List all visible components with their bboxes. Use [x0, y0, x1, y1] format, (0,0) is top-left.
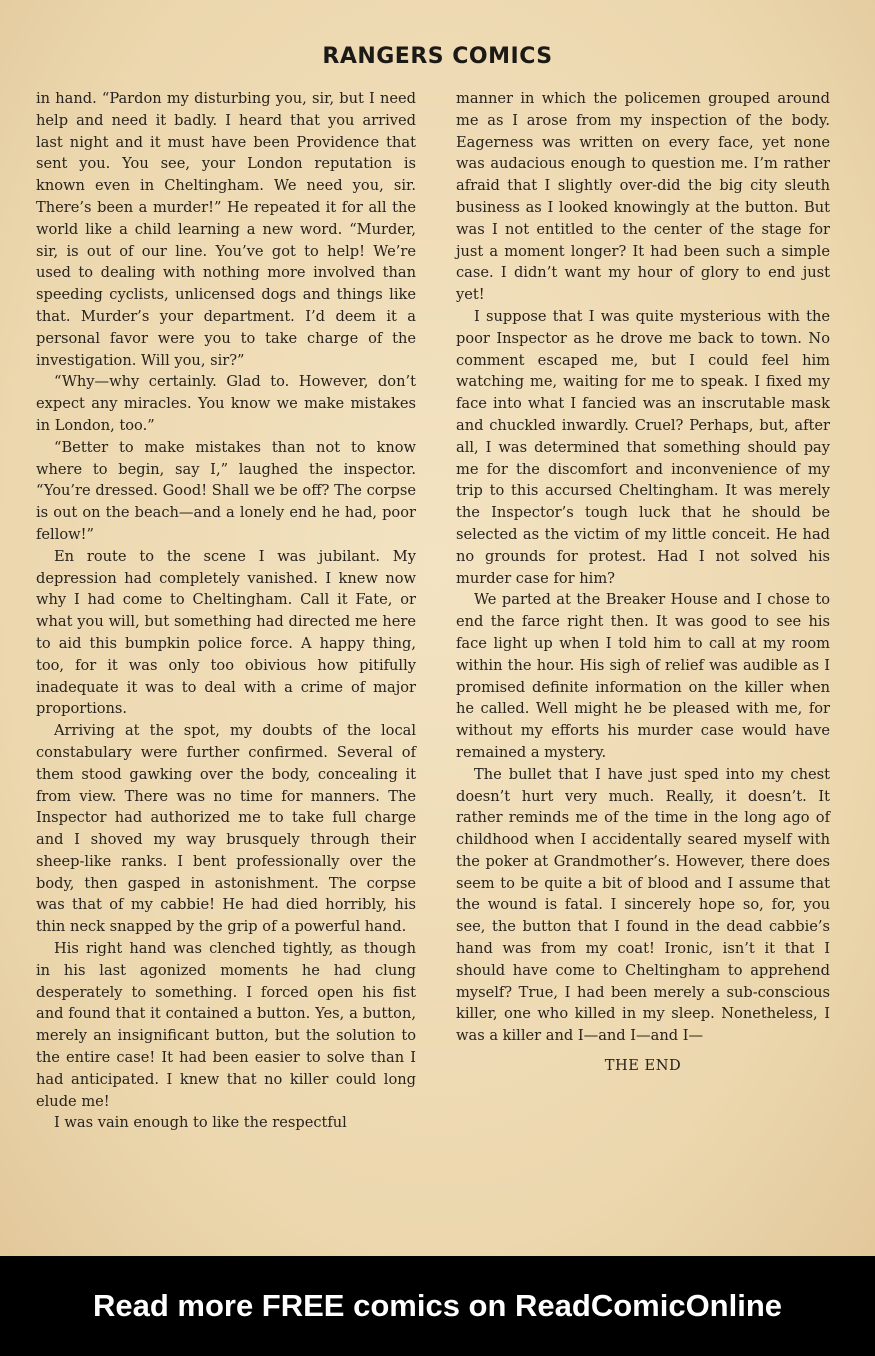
text-column-left — [36, 88, 416, 1134]
text-column-right — [456, 88, 830, 1077]
paragraph: Arriving at the spot, my doubts of the local constabulary were further confirmed. Several of them stood gawking over the body, concealing it from view. There was no time for manners. The Inspector had authorized me to take full charge and I shoved my way brusquely through their sheep-like ranks. I bent professionally over the body, then gasped in astonishment. The corpse was that of my cabbie! He had died horribly, his thin neck snapped by the grip of a powerful hand. — [36, 722, 416, 936]
paragraph: “Why—why certainly. Glad to. However, don’t expect any miracles. You know we make mistakes in London, too.” — [36, 373, 416, 434]
paragraph: His right hand was clenched tightly, as though in his last agonized moments he had clung desperately to something. I forced open his fist and found that it contained a button. Yes, a button, merely an insignificant button, but the solution to the entire case! It had been easier to solve than I had anticipated. I knew that no killer could long elude me! — [36, 940, 416, 1110]
paragraph: in hand. “Pardon my disturbing you, sir, but I need help and need it badly. I heard that you arrived last night and it must have been Providence that sent you. You see, your London reputation is known even in Cheltingham. We need you, sir. There’s been a murder!” He repeated it for all the world like a child learning a new word. “Murder, sir, is out of our line. You’ve got to help! We’re used to dealing with nothing more involved than speeding cyclists, unlicensed dogs and things like that. Murder’s your department. I’d deem it a personal favor were you to take charge of the investigation. Will you, sir?” — [36, 90, 416, 369]
paragraph: The bullet that I have just sped into my chest doesn’t hurt very much. Really, it doesn’t. It rather reminds me of the time in the long ago of childhood when I accidentally seared myself with the poker at Grandmother’s. However, there does seem to be quite a bit of blood and I assume that the wound is fatal. I sincerely hope so, for, you see, the button that I found in the dead cabbie’s hand was from my coat! Ironic, isn’t it that I should have come to Cheltingham to apprehend myself? True, I had been merely a sub-conscious killer, one who killed in my sleep. Nonetheless, I was a killer and I—and I—and I— — [456, 765, 830, 1045]
paragraph: En route to the scene I was jubilant. My depression had completely vanished. I knew now why I had come to Cheltingham. Call it Fate, or what you will, but something had directed me here to aid this bumpkin police force. A happy thing, too, for it was only too obivious how pitifully inadequate it was to deal with a crime of major proportions. — [36, 547, 416, 718]
paragraph: We parted at the Breaker House and I chose to end the farce right then. It was good to see his face light up when I told him to call at my room within the hour. His sigh of relief was audible as I promised definite information on the killer when he called. Well might he be pleased with me, for without my efforts his murder case would have remained a mystery. — [456, 591, 830, 761]
paragraph: “Better to make mistakes than not to know where to begin, say I,” laughed the inspector. “You’re dressed. Good! Shall we be off? The corpse is out on the beach—and a lonely end he had, poor fellow!” — [36, 438, 416, 543]
paragraph: I suppose that I was quite mysterious with the poor Inspector as he drove me back to town. No comment escaped me, but I could feel him watching me, waiting for me to speak. I fixed my face into what I fancied was an inscrutable mask and chuckled inwardly. Cruel? Perhaps, but, after all, I was determined that something should pay me for the discomfort and inconvenience of my trip to this accursed Cheltingham. It was merely the Inspector’s tough luck that he should be selected as the victim of my little conceit. He had no grounds for protest. Had I not solved his murder case for him? — [456, 307, 830, 587]
promo-footer-banner[interactable]: Read more FREE comics on ReadComicOnline — [0, 1256, 875, 1356]
paragraph: I was vain enough to like the respectful — [54, 1114, 347, 1132]
the-end-label: THE END — [604, 1057, 682, 1075]
paragraph: manner in which the policemen grouped around me as I arose from my inspection of the body. Eagerness was written on every face, yet none was audacious enough to question me. I’m rather afraid that I slightly over-did the big city sleuth business as I looked knowingly at the button. But was I not entitled to the center of the stage for just a moment longer? It had been such a simple case. I didn’t want my hour of glory to end just yet! — [456, 90, 830, 304]
page-title: RANGERS COMICS — [322, 44, 553, 69]
